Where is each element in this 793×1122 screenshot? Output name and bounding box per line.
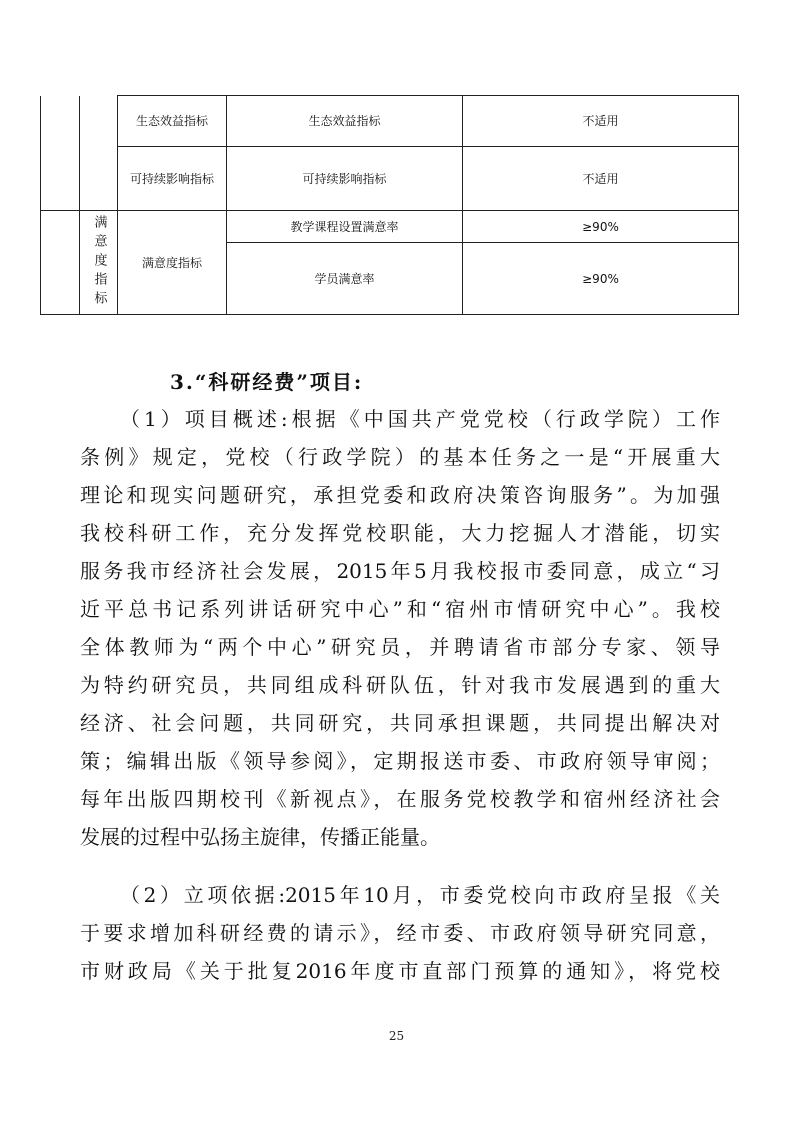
paragraph-line: 我校科研工作，充分发挥党校职能，大力挖掘人才潜能，切实 (80, 521, 720, 545)
performance-indicator-table (40, 95, 739, 315)
target-cell: ≥90% (463, 243, 739, 315)
item-cell: 学员满意率 (227, 243, 463, 315)
paragraph-line: 为特约研究员，共同组成科研队伍，针对我市发展遇到的重大 (80, 673, 720, 697)
paragraph-line: 市财政局《关于批复2016年度市直部门预算的通知》，将党校 (80, 959, 720, 983)
table-row (41, 211, 739, 243)
paragraph-line: 全体教师为“两个中心”研究员，并聘请省市部分专家、领导 (80, 635, 720, 659)
paragraph-line: （2）立项依据:2015年10月，市委党校向市政府呈报《关 (120, 883, 720, 907)
paragraph-line: 于要求增加科研经费的请示》，经市委、市政府领导研究同意， (80, 921, 720, 945)
level1-empty-cell (41, 211, 80, 315)
item-cell: 可持续影响指标 (227, 147, 463, 211)
paragraph-line: （1）项目概述:根据《中国共产党党校（行政学院）工作 (120, 407, 720, 431)
item-cell: 教学课程设置满意率 (227, 211, 463, 243)
sub-indicator-cell: 满意度指标 (118, 211, 227, 315)
target-cell: ≥90% (463, 211, 739, 243)
paragraph-line: 经济、社会问题，共同研究，共同承担课题，共同提出解决对 (80, 711, 720, 735)
category-cell: 满意度指标 (80, 211, 118, 315)
paragraph-line: 近平总书记系列讲话研究中心”和“宿州市情研究中心”。我校 (80, 597, 720, 621)
paragraph-line: 服务我市经济社会发展，2015年5月我校报市委同意，成立“习 (80, 559, 720, 583)
paragraph-line: 发展的过程中弘扬主旋律，传播正能量。 (80, 825, 440, 849)
paragraph-line: 条例》规定，党校（行政学院）的基本任务之一是“开展重大 (80, 445, 720, 469)
paragraph-line: 策；编辑出版《领导参阅》，定期报送市委、市政府领导审阅； (80, 749, 720, 773)
target-cell: 不适用 (463, 147, 739, 211)
level1-cell-continued (41, 96, 80, 211)
item-cell: 生态效益指标 (227, 96, 463, 147)
paragraph-line: 每年出版四期校刊《新视点》，在服务党校教学和宿州经济社会 (80, 787, 720, 811)
page-number: 25 (388, 1029, 405, 1043)
section-heading: 3.“科研经费”项目: (170, 370, 364, 394)
sub-indicator-cell: 生态效益指标 (118, 96, 227, 147)
table-row (41, 96, 739, 147)
table-row (41, 147, 739, 211)
level2-cell-continued (80, 96, 118, 211)
paragraph-line: 理论和现实问题研究，承担党委和政府决策咨询服务”。为加强 (80, 483, 720, 507)
target-cell: 不适用 (463, 96, 739, 147)
sub-indicator-cell: 可持续影响指标 (118, 147, 227, 211)
